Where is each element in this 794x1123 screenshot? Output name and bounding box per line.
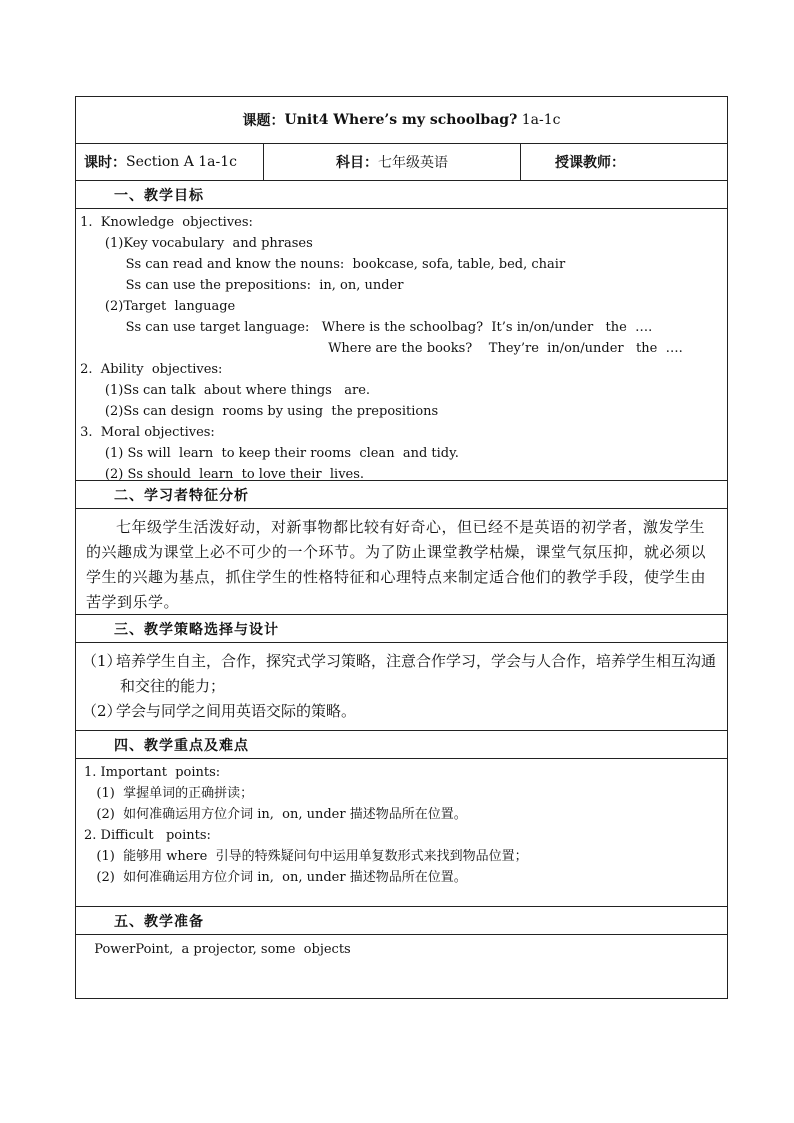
strategy-number: （2） — [82, 702, 122, 720]
meta-row — [75, 144, 728, 181]
objective-line: Ss can read and know the nouns: bookcase, sofa, table, bed, chair — [76, 257, 566, 272]
subject-value: 七年级英语 — [378, 155, 448, 171]
subject-label: 科目： — [336, 155, 378, 171]
strategy-item — [82, 649, 719, 699]
preparation-text: PowerPoint, a projector, some objects — [86, 942, 351, 957]
key-point-line: (1) 能够用 where 引导的特殊疑问句中运用单复数形式来找到物品位置； — [84, 849, 528, 864]
lesson-label: 课时： — [84, 155, 126, 171]
objective-line: Where are the books? They’re in/on/under the …. — [76, 341, 683, 356]
key-point-line: (2) 如何准确运用方位介词 in, on, under 描述物品所在位置。 — [84, 807, 467, 822]
key-point-line: 1. Important points: — [84, 765, 221, 780]
strategy-text: 培养学生自主，合作，探究式学习策略，注意合作学习，学会与人合作，培养学生相互沟通和交往的能力； — [116, 652, 717, 695]
title-text: Unit4 Where’s my schoolbag? — [284, 112, 518, 128]
section-4-heading: 四、教学重点及难点 — [75, 731, 728, 759]
objective-line: 2. Ability objectives: — [76, 362, 223, 377]
lesson-cell — [76, 144, 263, 180]
preparation-body — [75, 935, 728, 999]
objective-line: (1)Key vocabulary and phrases — [76, 236, 313, 251]
key-point-line: 2. Difficult points: — [84, 828, 211, 843]
subject-cell — [263, 144, 520, 180]
objective-line: (2)Target language — [76, 299, 236, 314]
key-point-line: (2) 如何准确运用方位介词 in, on, under 描述物品所在位置。 — [84, 870, 467, 885]
section-2-heading: 二、学习者特征分析 — [75, 481, 728, 509]
section-5-heading: 五、教学准备 — [75, 907, 728, 935]
title-label: 课题： — [242, 113, 285, 129]
section-1-body — [75, 209, 728, 481]
learner-analysis-text: 七年级学生活泼好动，对新事物都比较有好奇心，但已经不是英语的初学者，激发学生的兴趣成为课堂上必不可少的一个环节。为了防止课堂教学枯燥，课堂气氛压抑，就必须以学生的兴趣为基点，抓住学生的性格特征和心理特点来制定适合他们的教学手段，使学生由苦学到乐学。 — [75, 509, 728, 615]
objective-line: Ss can use the prepositions: in, on, under — [76, 278, 404, 293]
objective-line: 1. Knowledge objectives: — [76, 215, 253, 230]
lesson-plan-table — [75, 96, 728, 999]
lesson-value: Section A 1a-1c — [126, 154, 238, 170]
section-3-heading: 三、教学策略选择与设计 — [75, 615, 728, 643]
strategy-number: （1） — [82, 652, 122, 670]
section-1-heading: 一、教学目标 — [75, 181, 728, 209]
key-points-body — [75, 759, 728, 907]
key-point-line: (1) 掌握单词的正确拼读； — [84, 786, 254, 801]
objective-line: 3. Moral objectives: — [76, 425, 215, 440]
objective-line: (1)Ss can talk about where things are. — [76, 383, 371, 398]
title-row — [75, 96, 728, 144]
objective-line: Ss can use target language: Where is the schoolbag? It’s in/on/under the …. — [76, 320, 653, 335]
teacher-label: 授课教师： — [555, 155, 625, 171]
strategy-body — [75, 643, 728, 731]
objective-line: (2) Ss should learn to love their lives. — [76, 467, 365, 482]
title-suffix: 1a-1c — [517, 112, 561, 128]
objective-line: (2)Ss can design rooms by using the prepositions — [76, 404, 439, 419]
objective-line: (1) Ss will learn to keep their rooms clean and tidy. — [76, 446, 459, 461]
strategy-text: 学会与同学之间用英语交际的策略。 — [116, 702, 357, 720]
strategy-item — [82, 699, 719, 724]
teacher-cell — [520, 144, 727, 180]
